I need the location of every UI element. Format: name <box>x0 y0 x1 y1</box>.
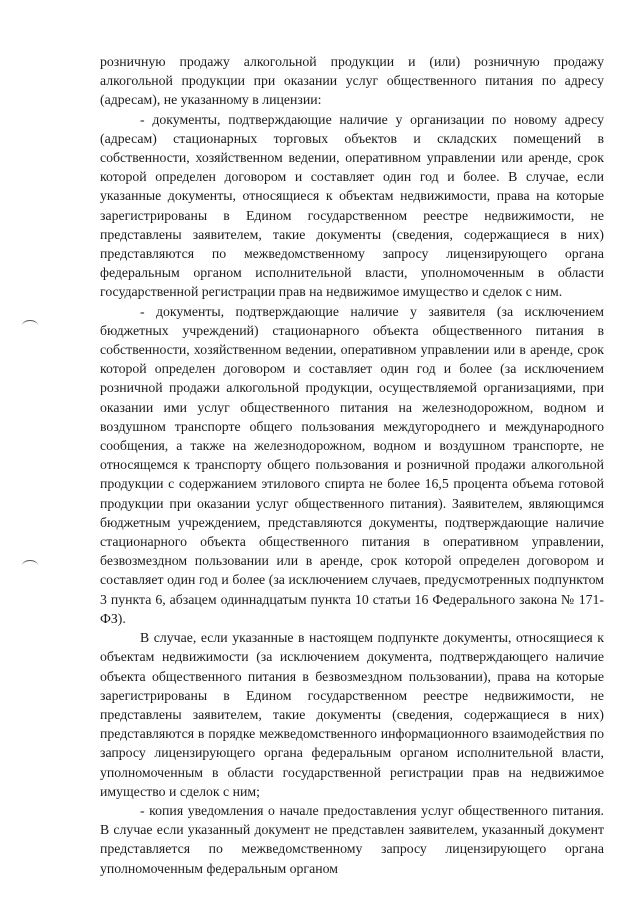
document-page <box>100 52 604 878</box>
paragraph-catering-documents: - документы, подтверждающие наличие у заявителя (за исключением бюджетных учреждений) стационарного объекта общественного питания в собственности, хозяйственном ведении, оперативном управлении или в аренде, срок которой определен договором и составляет один год и более (за исключением розничной продажи алкогольной продукции, осуществляемой организациями, при оказании ими услуг общественного питания на железнодорожном, водном и воздушном транспорте общего пользования междугороднего и международного сообщения, а также на железнодорожном, водном и воздушном транспорте, не относящемся к транспорту общего пользования и розничной продажи алкогольной продукции с содержанием этилового спирта не более 16,5 процента объема готовой продукции при оказании услуг общественного питания). Заявителем, являющимся бюджетным учреждением, представляются документы, подтверждающие наличие стационарного объекта общественного питания в оперативном управлении, безвозмездном пользовании или в аренде, срок которой определен договором и составляет один год и более (за исключением случаев, предусмотренных подпунктом 3 пункта 6, абзацем одиннадцатым пункта 10 статьи 16 Федерального закона № 171-ФЗ). <box>100 303 604 626</box>
paragraph-storage-documents: - документы, подтверждающие наличие у организации по новому адресу (адресам) стационарных торговых объектов и складских помещений в собственности, хозяйственном ведении, оперативном управлении или аренде, срок которой определен договором и составляет один год и более. В случае, если указанные документы, относящиеся к объектам недвижимости, права на которые зарегистрированы в Едином государственном реестре недвижимости, не представлены заявителем, такие документы (сведения, содержащиеся в них) представляются по межведомственному запросу лицензирующего органа федеральным органом исполнительной власти, уполномоченным в области государственной регистрации прав на недвижимое имущество и сделок с ним. <box>100 111 604 300</box>
hole-punch-mark <box>22 320 38 331</box>
paragraph-intro: розничную продажу алкогольной продукции и (или) розничную продажу алкогольной продукции при оказании услуг общественного питания по адресу (адресам), не указанному в лицензии: <box>100 54 604 108</box>
hole-punch-mark <box>22 560 38 571</box>
paragraph-notification-copy: - копия уведомления о начале предоставления услуг общественного питания. В случае если указанный документ не представлен заявителем, указанный документ представляется по межведомственному запросу лицензирующего органа уполномоченным федеральным органом <box>100 802 604 876</box>
paragraph-interagency-request: В случае, если указанные в настоящем подпункте документы, относящиеся к объектам недвижимости (за исключением документа, подтверждающего наличие объекта общественного питания в безвозмездном пользовании), права на которые зарегистрированы в Едином государственном реестре недвижимости, не представлены заявителем, такие документы (сведения, содержащиеся в них) представляются в порядке межведомственного информационного взаимодействия по запросу лицензирующего органа федеральным органом исполнительной власти, уполномоченным в области государственной регистрации прав на недвижимое имущество и сделок с ним; <box>100 630 604 799</box>
